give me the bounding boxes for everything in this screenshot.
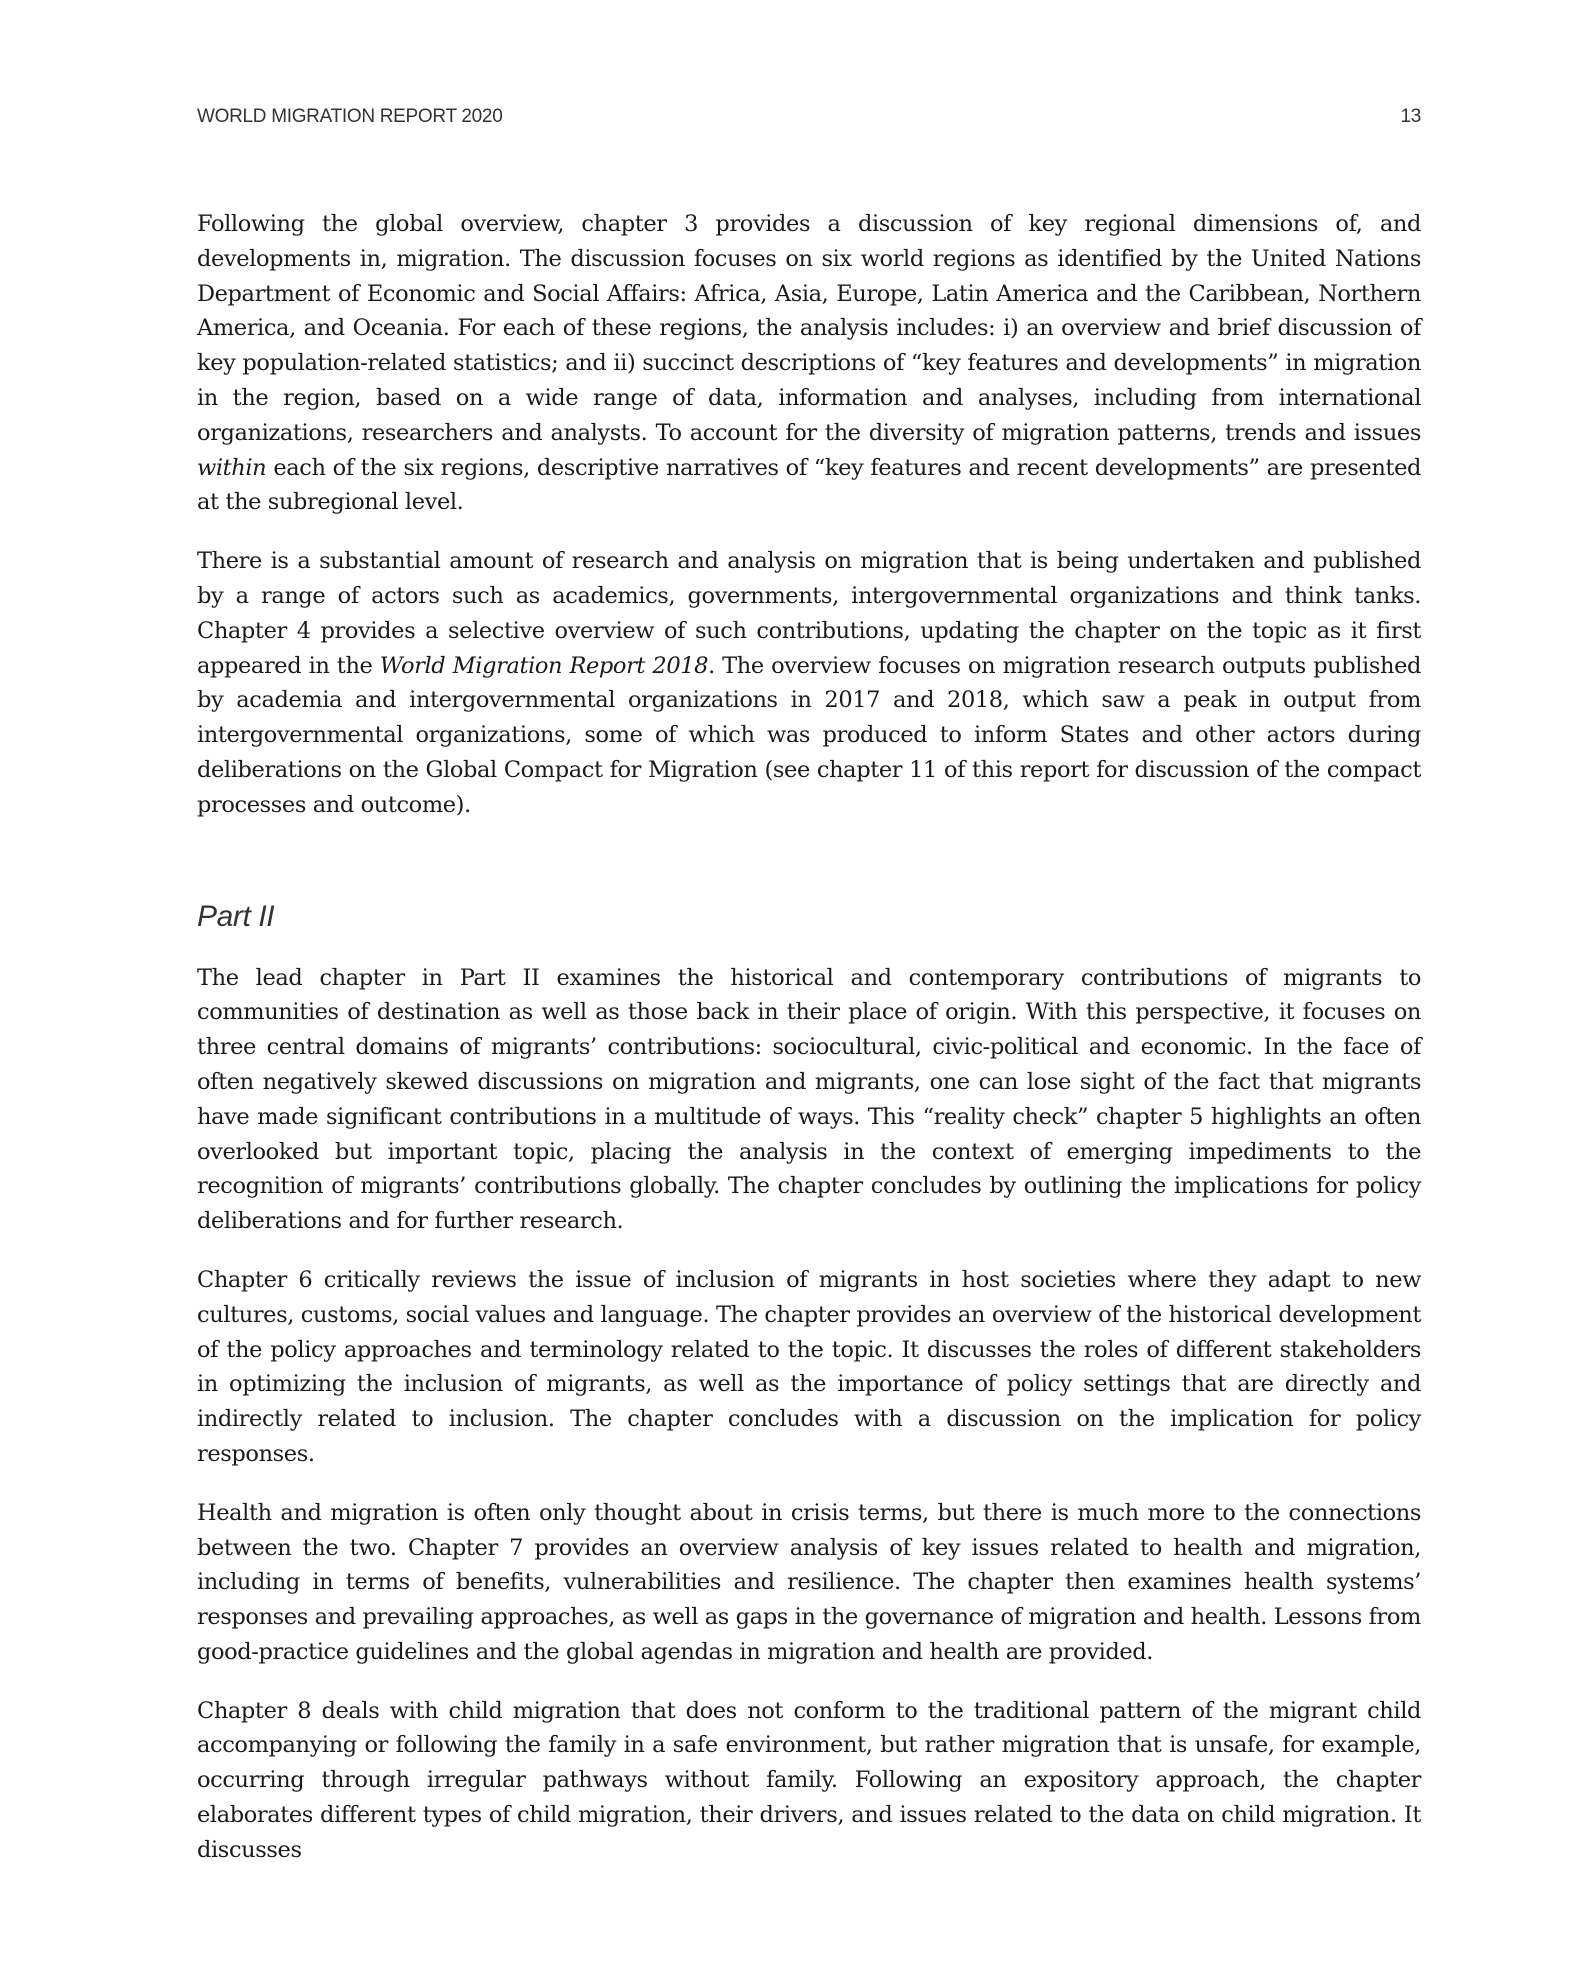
page-number: 13 [1400,106,1421,127]
paragraph-text: . The overview focuses on migration research outputs published by academia and intergovernmental organizations in 2017 and 2018, which saw a peak in output from intergovernmental organizations, some of which was produced to inform States and other actors during deliberations on the Global Compact for Migration (see chapter 11 of this report for discussion of the compact processes and outcome). [197,652,1421,818]
paragraph-text: Following the global overview, chapter 3 provides a discussion of key regional dimensions of, and developments in, migration. The discussion focuses on six world regions as identified by the United Nations Department of Economic and Social Affairs: Africa, Asia, Europe, Latin America and the Caribbean, Northern America, and Oceania. For each of these regions, the analysis includes: i) an overview and brief discussion of key population-related statistics; and ii) succinct descriptions of “key features and developments” in migration in the region, based on a wide range of data, information and analyses, including from international organizations, researchers and analysts. To account for the diversity of migration patterns, trends and issues [197,211,1421,446]
emphasis-report-title: World Migration Report 2018 [379,652,709,679]
section-heading-part-ii: Part II [197,899,275,933]
paragraph-health: Health and migration is often only thought about in crisis terms, but there is much more to the connections between the two. Chapter 7 provides an overview analysis of key issues related to health and migration, including in terms of benefits, vulnerabilities and resilience. The chapter then examines health systems’ responses and prevailing approaches, as well as gaps in the governance of migration and health. Lessons from good-practice guidelines and the global agendas in migration and health are provided. [197,1499,1421,1665]
paragraph-research-contributions [197,544,1421,822]
paragraph-inclusion: Chapter 6 critically reviews the issue of inclusion of migrants in host societies where they adapt to new cultures, customs, social values and language. The chapter provides an overview of the historical development of the policy approaches and terminology related to the topic. It discusses the roles of different stakeholders in optimizing the inclusion of migrants, as well as the importance of policy settings that are directly and indirectly related to inclusion. The chapter concludes with a discussion on the implication for policy responses. [197,1266,1421,1467]
paragraph-migrant-contributions: The lead chapter in Part II examines the historical and contemporary contributions of migrants to communities of destination as well as those back in their place of origin. With this perspective, it focuses on three central domains of migrants’ contributions: sociocultural, civic-political and economic. In the face of often negatively skewed discussions on migration and migrants, one can lose sight of the fact that migrants have made significant contributions in a multitude of ways. This “reality check” chapter 5 highlights an often overlooked but important topic, placing the analysis in the context of emerging impediments to the recognition of migrants’ contributions globally. The chapter concludes by outlining the implications for policy deliberations and for further research. [197,964,1421,1235]
report-title: WORLD MIGRATION REPORT 2020 [197,106,503,127]
body-text [197,207,1421,1868]
paragraph-text: There is a substantial amount of research and analysis on migration that is being undertaken and published by a range of actors such as academics, governments, intergovernmental organizations and think tanks. Chapter 4 provides a selective overview of such contributions, updating the chapter on the topic as it first appeared in the [197,548,1421,679]
paragraph-text: each of the six regions, descriptive narratives of “key features and recent developments” are presented at the subregional level. [197,454,1421,516]
emphasis-within: within [197,454,267,481]
running-header [197,106,1421,128]
paragraph-regional-dimensions [197,207,1421,520]
paragraph-child-migration: Chapter 8 deals with child migration that does not conform to the traditional pattern of the migrant child accompanying or following the family in a safe environment, but rather migration that is unsafe, for example, occurring through irregular pathways without family. Following an expository approach, the chapter elaborates different types of child migration, their drivers, and issues related to the data on child migration. It discusses [197,1697,1421,1863]
